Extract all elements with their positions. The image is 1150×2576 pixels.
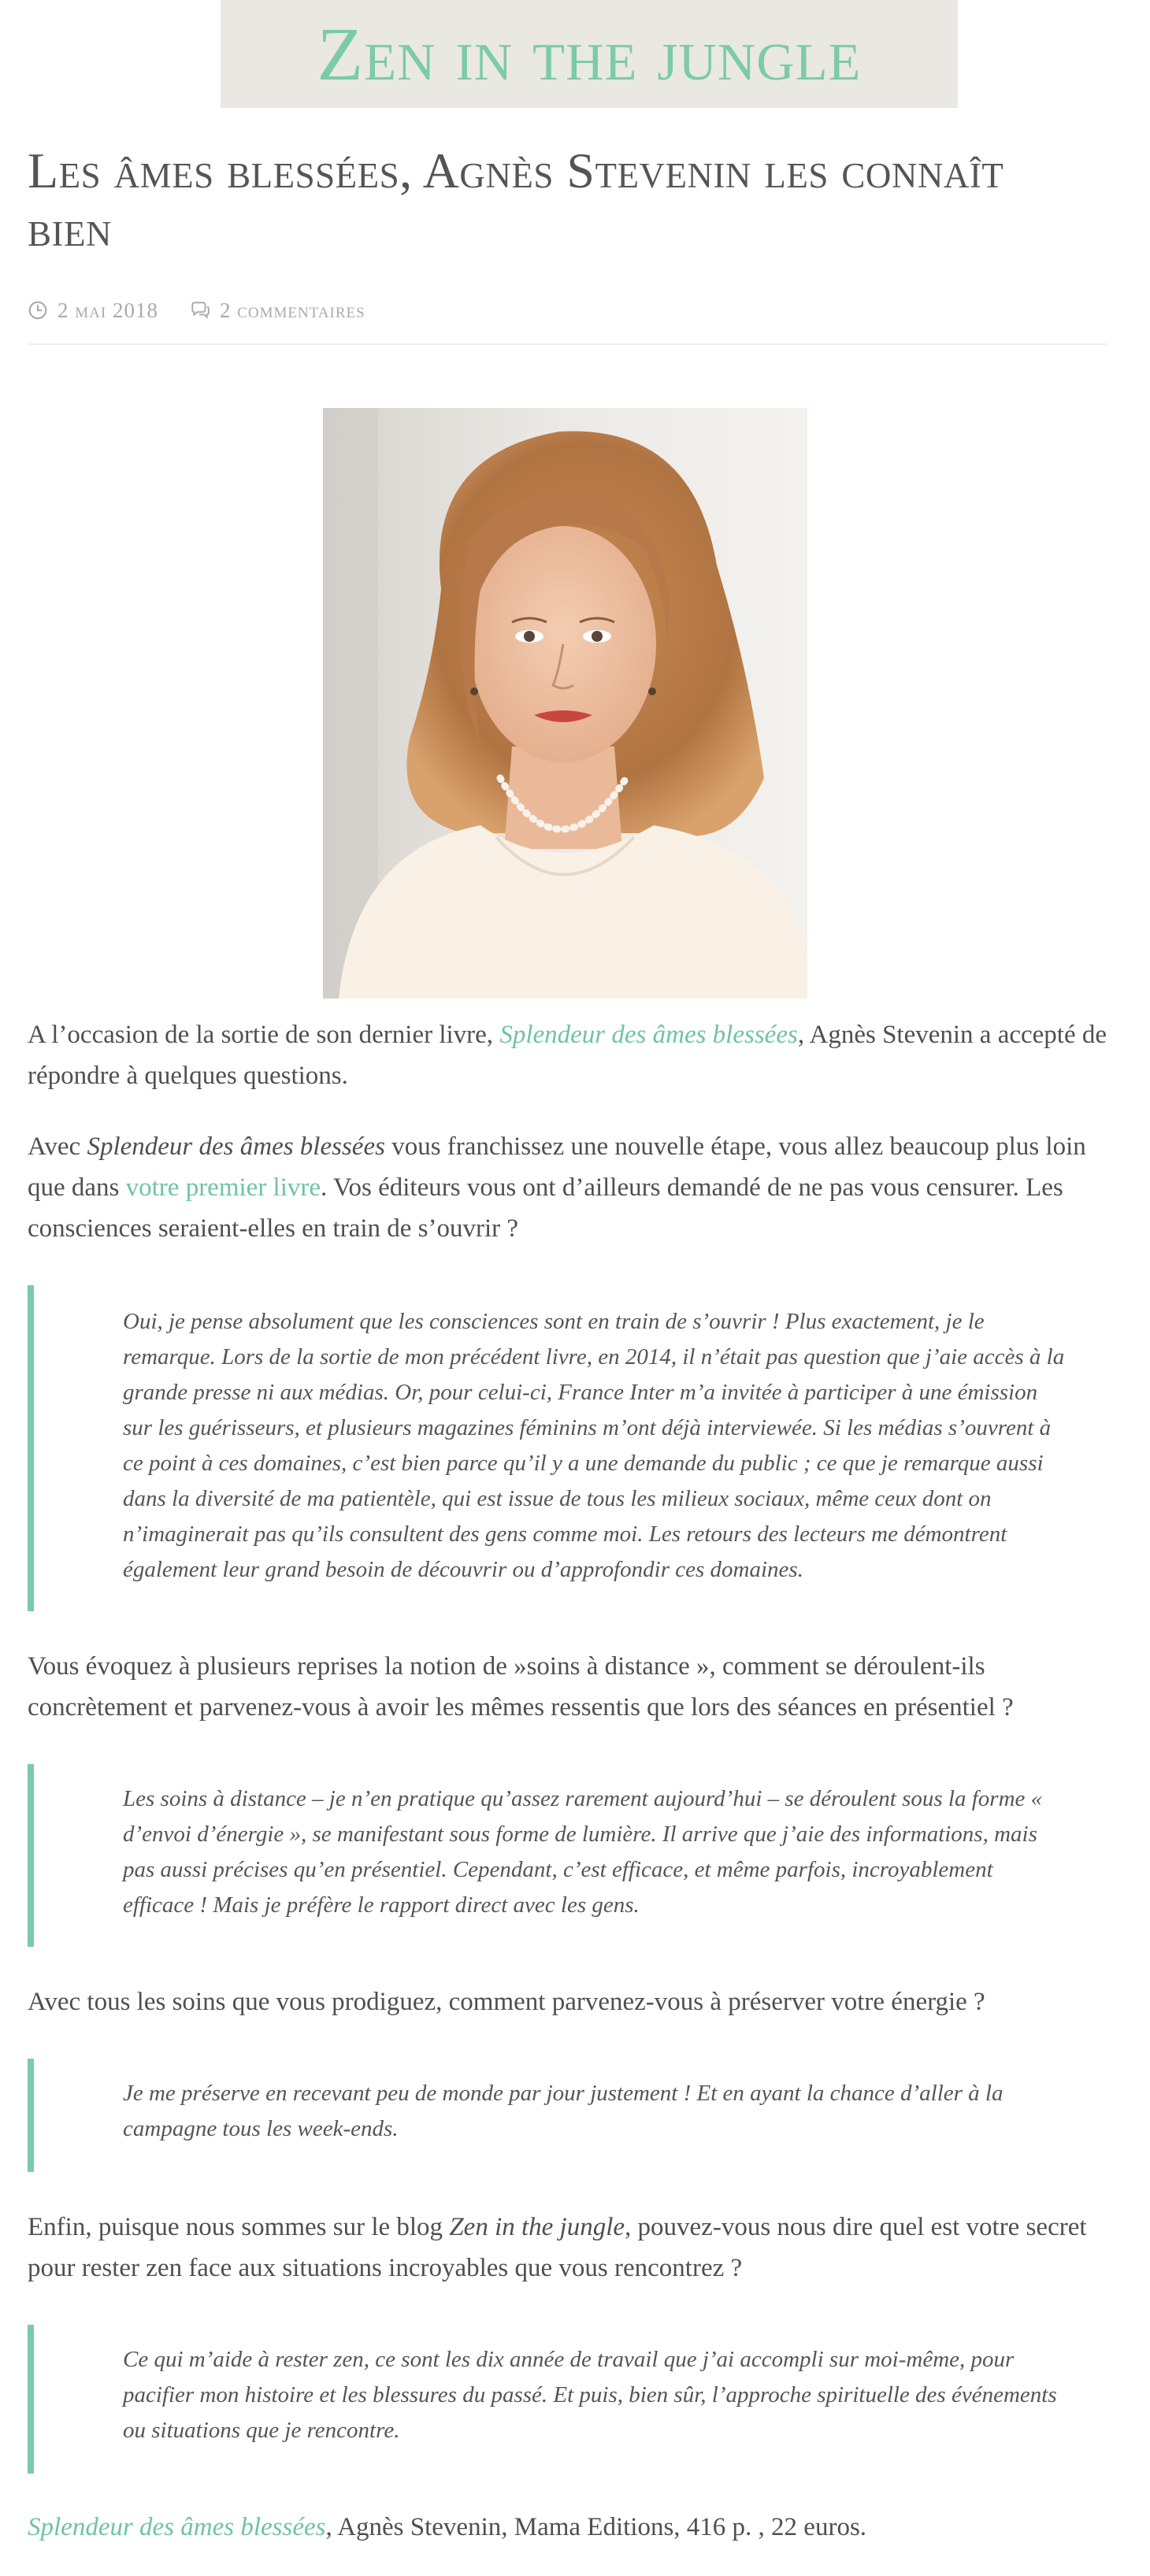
clock-icon [28, 300, 48, 321]
intro-text-start: A l’occasion de la sortie de son dernier livre, [28, 1021, 500, 1049]
author-portrait [323, 408, 807, 999]
post-title: Les âmes blessées, Agnès Stevenin les connaît bien [28, 143, 1004, 257]
first-book-link[interactable]: votre premier livre [125, 1173, 321, 1202]
intro-text-end: , Agnès Stevenin a accepté de répondre à quelques questions. [28, 1021, 1107, 1090]
site-header [0, 0, 1150, 110]
post-date-text: 2 mai 2018 [58, 298, 158, 322]
portrait-image [323, 408, 807, 999]
comments-link[interactable]: 2 commentaires [219, 298, 365, 322]
post-meta [28, 295, 1115, 326]
comments-icon [190, 300, 210, 321]
meta-divider [28, 343, 1107, 345]
book-link[interactable]: Splendeur des âmes blessées [499, 1021, 798, 1049]
q4-blog-name: Zen in the jungle, [449, 2213, 632, 2241]
q4-text-end: pouvez-vous nous dire quel est votre secret pour rester zen face aux situations incroyables que vous rencontrez ? [28, 2213, 1087, 2282]
site-title-link[interactable]: Zen in the jungle [221, 0, 958, 108]
post-comments[interactable] [190, 298, 365, 323]
q1-text-start: Avec [28, 1132, 87, 1161]
question-3: Avec tous les soins que vous prodiguez, comment parvenez-vous à préserver votre énergie ? [28, 1988, 985, 2016]
question-4 [28, 2207, 1107, 2289]
q1-text-middle: vous franchissez une nouvelle étape, vous allez beaucoup plus loin que dans [28, 1132, 1086, 1202]
post-date [28, 298, 158, 323]
book-reference [28, 2507, 1107, 2548]
question-1 [28, 1126, 1107, 1249]
q4-text-start: Enfin, puisque nous sommes sur le blog [28, 2213, 450, 2241]
answer-1-quote: Oui, je pense absolument que les consciences sont en train de s’ouvrir ! Plus exactement, je le remarque. Lors de la sortie de mon précédent livre, en 2014, il n’était pas question que j’aie accès à la grande presse ni aux médias. Or, pour celui-ci, France Inter m’a invitée à participer à une émission sur les guérisseurs, et plusieurs magazines féminins m’ont déjà interviewée. Si les médias s’ouvrent à ce point à ces domaines, c’est bien parce qu’il y a une demande du public ; ce que je remarque aussi dans la diversité de ma patientèle, qui est issue de tous les milieux sociaux, même ceux dont on n’imaginerait pas qu’ils consultent des gens comme moi. Les retours des lecteurs me démontrent également leur grand besoin de découvrir ou d’approfondir ces domaines. [28, 1285, 1107, 1611]
q1-book-title: Splendeur des âmes blessées [87, 1132, 385, 1161]
answer-2-quote: Les soins à distance – je n’en pratique qu’assez rarement aujourd’hui – se déroulent sous la forme « d’envoi d’énergie », se manifestant sous forme de lumière. Il arrive que j’aie des informations, mais pas aussi précises qu’en présentiel. Cependant, c’est efficace, et même parfois, incroyablement efficace ! Mais je préfère le rapport direct avec les gens. [28, 1764, 1107, 1947]
book-reference-details: , Agnès Stevenin, Mama Editions, 416 p. , 22 euros. [325, 2513, 867, 2541]
question-2: Vous évoquez à plusieurs reprises la notion de »soins à distance », comment se déroulent-ils concrètement et parvenez-vous à avoir les mêmes ressentis que lors des séances en présentiel ? [28, 1652, 1014, 1722]
answer-3-quote: Je me préserve en recevant peu de monde par jour justement ! Et en ayant la chance d’aller à la campagne tous les week-ends. [28, 2059, 1107, 2172]
q1-text-end: . Vos éditeurs vous ont d’ailleurs demandé de ne pas vous censurer. Les consciences seraient-elles en train de s’ouvrir ? [28, 1173, 1063, 1243]
intro-paragraph [28, 1014, 1107, 1096]
book-reference-link[interactable]: Splendeur des âmes blessées [28, 2513, 326, 2541]
answer-4-quote: Ce qui m’aide à rester zen, ce sont les dix année de travail que j’ai accompli sur moi-même, pour pacifier mon histoire et les blessures du passé. Et puis, bien sûr, l’approche spirituelle des événements ou situations que je rencontre. [28, 2325, 1107, 2474]
article [28, 142, 1115, 2548]
